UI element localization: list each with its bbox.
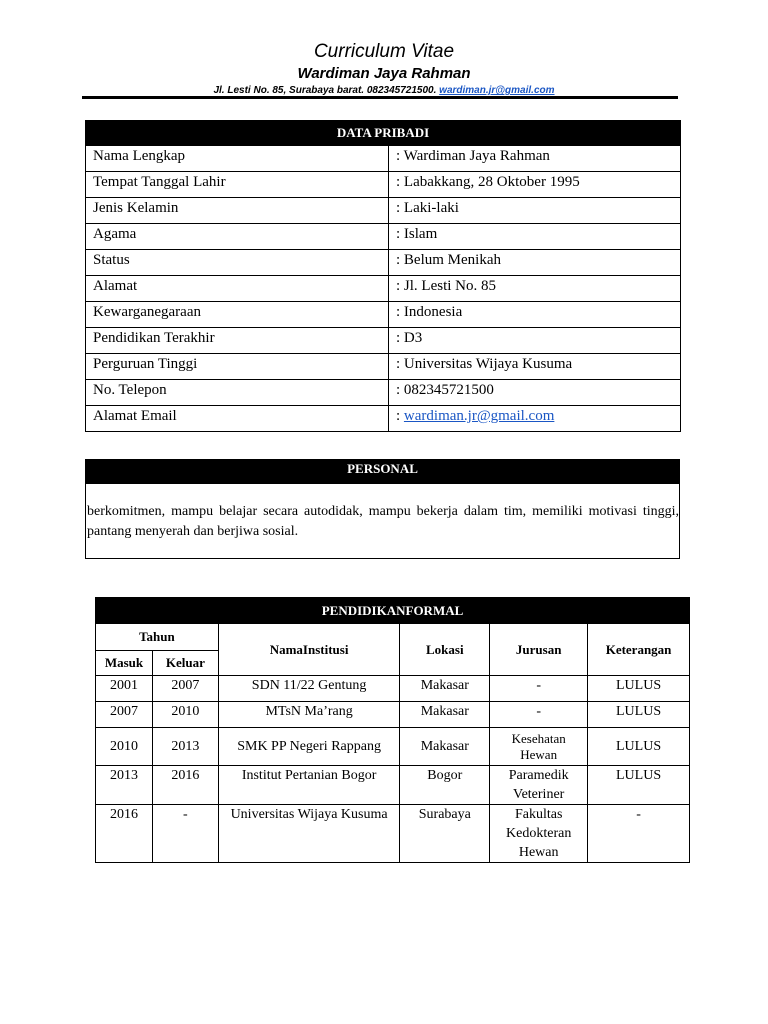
table-row: [96, 728, 690, 766]
cell-institusi: SMK PP Negeri Rappang: [218, 728, 400, 766]
cell-keterangan: LULUS: [588, 728, 690, 766]
cell-jurusan: Fakultas Kedokteran Hewan: [490, 805, 588, 863]
cell-lokasi: Makasar: [400, 702, 490, 728]
table-row: [86, 302, 681, 328]
cell-keluar: 2016: [152, 766, 218, 805]
cell-lokasi: Makasar: [400, 676, 490, 702]
table-row: [96, 766, 690, 805]
cell-jurusan: -: [490, 676, 588, 702]
table-row: [86, 198, 681, 224]
value-nama-lengkap: : Wardiman Jaya Rahman: [389, 146, 681, 172]
table-row: [96, 805, 690, 863]
data-pribadi-table: [85, 120, 681, 432]
table-row: [86, 172, 681, 198]
cell-masuk: 2013: [96, 766, 153, 805]
col-masuk: Masuk: [96, 651, 153, 676]
table-row: [86, 250, 681, 276]
label-no-telepon: No. Telepon: [86, 380, 389, 406]
table-row: [86, 328, 681, 354]
col-lokasi: Lokasi: [400, 624, 490, 676]
cell-keluar: -: [152, 805, 218, 863]
cell-institusi: Institut Pertanian Bogor: [218, 766, 400, 805]
value-jenis-kelamin: : Laki-laki: [389, 198, 681, 224]
cell-keluar: 2010: [152, 702, 218, 728]
col-jurusan: Jurusan: [490, 624, 588, 676]
table-row: [86, 354, 681, 380]
col-nama-institusi: NamaInstitusi: [218, 624, 400, 676]
email-link[interactable]: wardiman.jr@gmail.com: [403, 408, 555, 424]
cell-institusi: Universitas Wijaya Kusuma: [218, 805, 400, 863]
value-alamat-email: [389, 406, 681, 432]
cell-keterangan: LULUS: [588, 676, 690, 702]
personal-description: berkomitmen, mampu belajar secara autodidak, mampu bekerja dalam tim, memiliki motivasi tinggi, pantang menyerah dan berjiwa sosial.: [87, 504, 679, 539]
contact-email-link[interactable]: wardiman.jr@gmail.com: [439, 85, 555, 96]
cell-masuk: 2016: [96, 805, 153, 863]
value-alamat: : Jl. Lesti No. 85: [389, 276, 681, 302]
label-tempat-tanggal-lahir: Tempat Tanggal Lahir: [86, 172, 389, 198]
col-tahun: Tahun: [96, 624, 219, 651]
cell-jurusan: [490, 728, 588, 766]
label-perguruan-tinggi: Perguruan Tinggi: [86, 354, 389, 380]
label-status: Status: [86, 250, 389, 276]
cv-name: Wardiman Jaya Rahman: [297, 65, 471, 82]
cv-title: Curriculum Vitae: [313, 41, 455, 62]
cell-keluar: 2007: [152, 676, 218, 702]
personal-section: [85, 459, 680, 559]
label-nama-lengkap: Nama Lengkap: [86, 146, 389, 172]
cell-jurusan: -: [490, 702, 588, 728]
table-row: [86, 380, 681, 406]
value-no-telepon: : 082345721500: [389, 380, 681, 406]
cell-lokasi: Surabaya: [400, 805, 490, 863]
pendidikan-heading: PENDIDIKANFORMAL: [96, 598, 690, 624]
value-tempat-tanggal-lahir: : Labakkang, 28 Oktober 1995: [389, 172, 681, 198]
col-keterangan: Keterangan: [588, 624, 690, 676]
data-pribadi-heading: DATA PRIBADI: [86, 121, 681, 146]
cell-masuk: 2001: [96, 676, 153, 702]
label-alamat-email: Alamat Email: [86, 406, 389, 432]
jurusan-text: Kesehatan Hewan: [511, 730, 566, 762]
table-row: [86, 406, 681, 432]
label-pendidikan-terakhir: Pendidikan Terakhir: [86, 328, 389, 354]
email-prefix: :: [396, 408, 404, 424]
value-perguruan-tinggi: : Universitas Wijaya Kusuma: [389, 354, 681, 380]
cell-keterangan: LULUS: [588, 702, 690, 728]
table-row: [96, 702, 690, 728]
cell-lokasi: Makasar: [400, 728, 490, 766]
cell-institusi: MTsN Ma’rang: [218, 702, 400, 728]
cell-keluar: 2013: [152, 728, 218, 766]
cell-jurusan: Paramedik Veteriner: [490, 766, 588, 805]
cv-header: [0, 40, 768, 97]
value-status: : Belum Menikah: [389, 250, 681, 276]
pendidikan-formal-table: [95, 597, 690, 863]
contact-address-phone: Jl. Lesti No. 85, Surabaya barat. 082345721500.: [213, 85, 437, 96]
label-jenis-kelamin: Jenis Kelamin: [86, 198, 389, 224]
value-agama: : Islam: [389, 224, 681, 250]
table-row: [86, 224, 681, 250]
table-row: [96, 676, 690, 702]
label-alamat: Alamat: [86, 276, 389, 302]
cell-keterangan: -: [588, 805, 690, 863]
table-row: [86, 146, 681, 172]
value-pendidikan-terakhir: : D3: [389, 328, 681, 354]
header-divider: [82, 96, 678, 99]
label-agama: Agama: [86, 224, 389, 250]
col-keluar: Keluar: [152, 651, 218, 676]
table-row: [86, 276, 681, 302]
personal-heading: PERSONAL: [86, 460, 679, 484]
cell-masuk: 2007: [96, 702, 153, 728]
cell-keterangan: LULUS: [588, 766, 690, 805]
label-kewarganegaraan: Kewarganegaraan: [86, 302, 389, 328]
cell-institusi: SDN 11/22 Gentung: [218, 676, 400, 702]
cell-masuk: 2010: [96, 728, 153, 766]
value-kewarganegaraan: : Indonesia: [389, 302, 681, 328]
cell-lokasi: Bogor: [400, 766, 490, 805]
